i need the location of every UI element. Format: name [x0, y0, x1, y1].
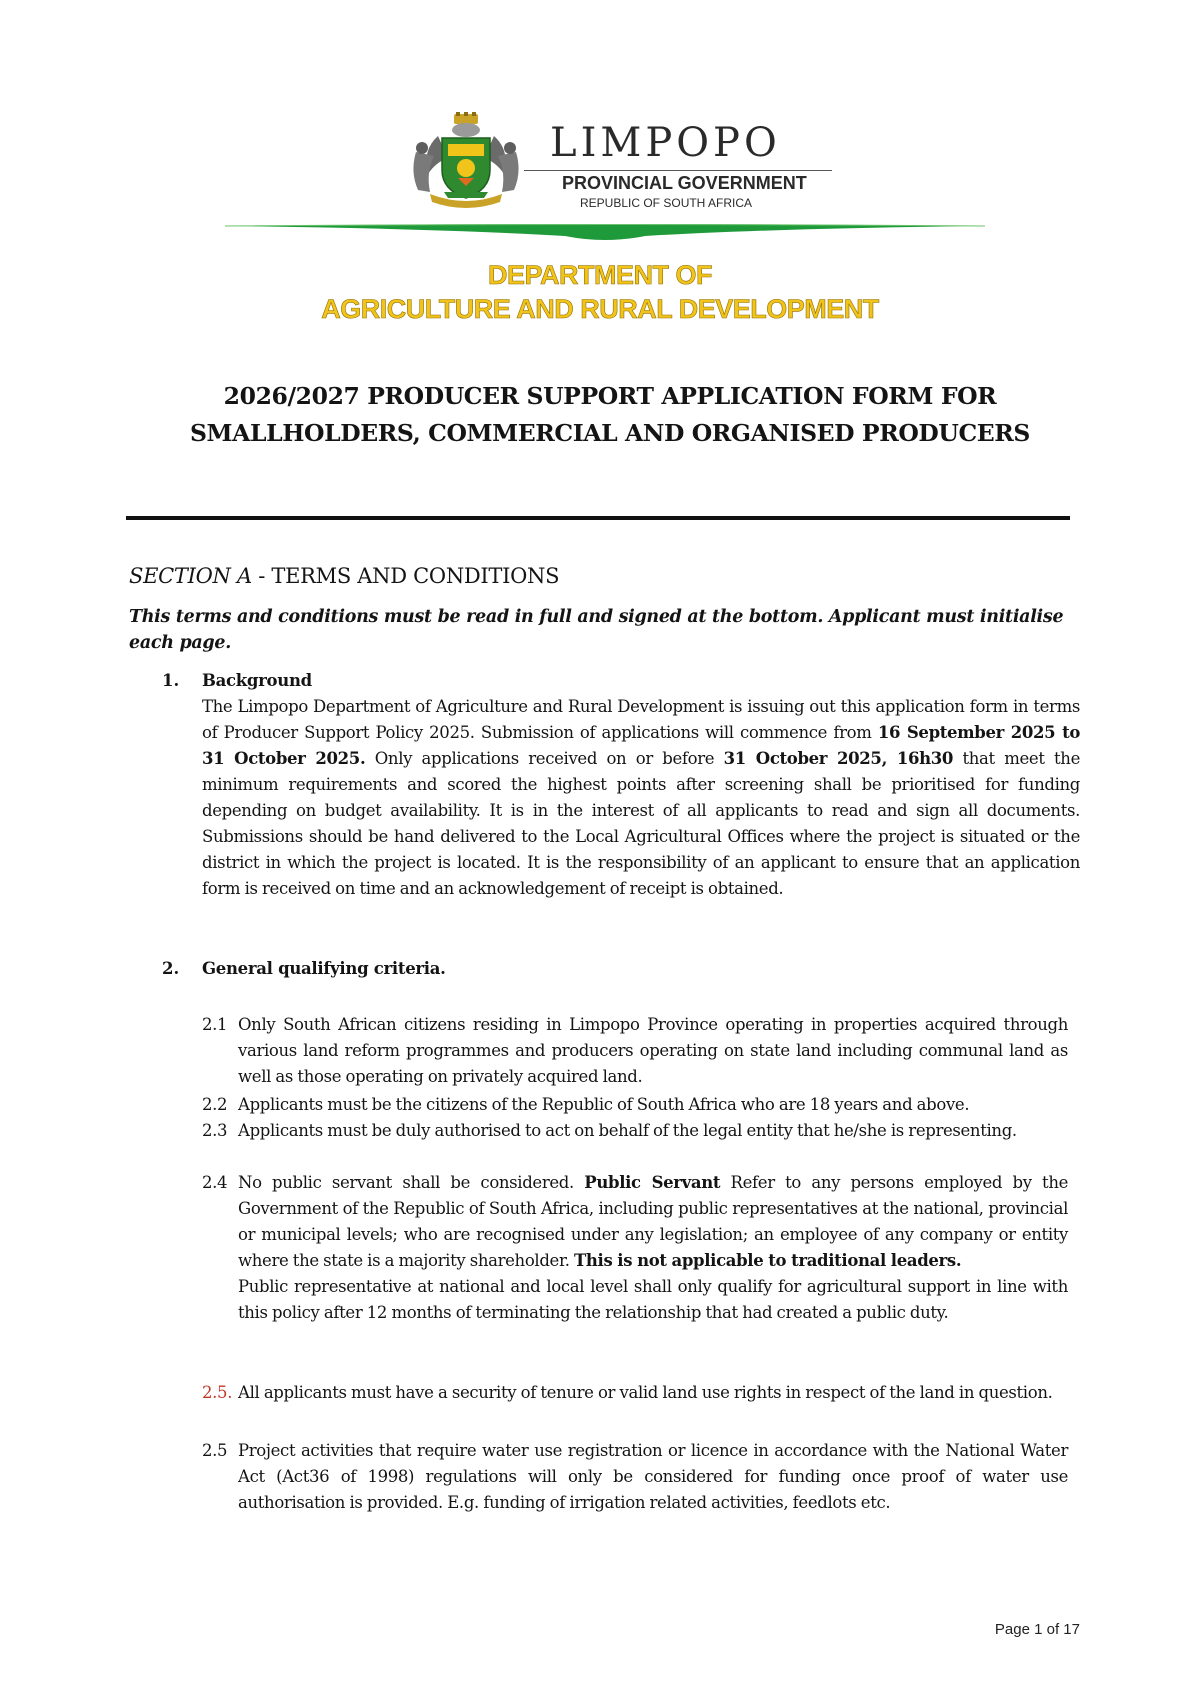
background-text-3: that meet the minimum requirements and scored the highest points after screening shall be prioritised for funding depending on budget availability. It is in the interest of all applicants to read and sign all documents. Submissions should be hand delivered to the Local Agricultural Offices where the project is situated or the district in which the project is located. It is the responsibility of an applicant to ensure that an application form is received on time and an acknowledgement of receipt is obtained.	[202, 749, 1080, 898]
department-line-1: DEPARTMENT OF	[488, 260, 712, 290]
section-a-instruction: This terms and conditions must be read in full and signed at the bottom. Applicant must initialise each page.	[129, 607, 1064, 653]
public-servant-text-2: Refer to any persons employed by the Government of the Republic of South Africa, including public representatives at the national, provincial or municipal levels; who are recognised under any legislation; an employee of any company or entity where the state is a majority shareholder.	[238, 1173, 1069, 1270]
criterion-2-1-text: Only South African citizens residing in Limpopo Province operating in properties acquired through various land reform programmes and producers operating on state land including communal land as well as those operating on privately acquired land.	[238, 1015, 1068, 1086]
criterion-2-3-text: Applicants must be duly authorised to act on behalf of the legal entity that he/she is representing.	[238, 1121, 1017, 1140]
criterion-2-5-water-use	[202, 1438, 1068, 1516]
criterion-2-1	[202, 1012, 1068, 1090]
green-swoosh-divider	[225, 222, 985, 246]
wordmark-provincial-government: PROVINCIAL GOVERNMENT	[562, 173, 807, 193]
section-a-title: - TERMS AND CONDITIONS	[251, 564, 560, 588]
background-dates-bold: 16 September 2025 to 31 October 2025.	[202, 723, 1080, 768]
item-2-heading: General qualifying criteria.	[202, 959, 446, 978]
criterion-2-4-public-representative-text: Public representative at national and local level shall only qualify for agricultural support in line with this policy after 12 months of terminating the relationship that had created a public duty.	[238, 1277, 1068, 1322]
criterion-2-4	[202, 1170, 1068, 1326]
letterhead	[0, 0, 1200, 250]
section-a-heading	[129, 562, 559, 590]
criterion-2-4-text	[238, 1170, 1068, 1274]
criterion-2-5-water-use-text: Project activities that require water use registration or licence in accordance with the National Water Act (Act36 of 1998) regulations will only be considered for funding once proof of water use authorisation is provided. E.g. funding of irrigation related activities, feedlots etc.	[238, 1441, 1068, 1512]
background-text-1: The Limpopo Department of Agriculture and Rural Development is issuing out this application form in terms of Producer Support Policy 2025. Submission of applications will commence from	[202, 697, 1080, 742]
criterion-2-5-tenure	[202, 1380, 1068, 1406]
item-1-heading: Background	[202, 671, 312, 690]
wordmark-republic: REPUBLIC OF SOUTH AFRICA	[580, 196, 753, 210]
background-deadline-bold: 31 October 2025, 16h30	[723, 749, 954, 768]
criterion-2-2	[202, 1092, 1068, 1118]
criterion-2-1-number: 2.1	[202, 1015, 228, 1034]
wordmark-divider	[524, 170, 832, 171]
criterion-2-5-tenure-text: All applicants must have a security of tenure or valid land use rights in respect of the land in question.	[238, 1383, 1053, 1402]
page-number: Page 1 of 17	[994, 1621, 1080, 1638]
public-servant-term-bold: Public Servant	[584, 1173, 721, 1192]
criterion-2-4-number: 2.4	[202, 1173, 228, 1192]
item-1-number: 1.	[162, 671, 180, 690]
department-heading	[0, 258, 1200, 326]
criterion-2-2-text: Applicants must be the citizens of the Republic of South Africa who are 18 years and above.	[238, 1095, 970, 1114]
criterion-2-2-number: 2.2	[202, 1095, 228, 1114]
background-text-2: Only applications received on or before	[365, 749, 724, 768]
criterion-2-5-tenure-number: 2.5.	[202, 1383, 233, 1402]
traditional-leaders-note-bold: This is not applicable to traditional leaders.	[573, 1251, 962, 1270]
criterion-2-5-water-use-number: 2.5	[202, 1441, 228, 1460]
public-servant-text-1: No public servant shall be considered.	[238, 1173, 585, 1192]
criterion-2-3	[202, 1118, 1068, 1144]
department-line-2: AGRICULTURE AND RURAL DEVELOPMENT	[321, 294, 879, 324]
item-1-background-paragraph	[202, 694, 1080, 902]
wordmark-limpopo: LIMPOPO	[550, 120, 781, 166]
criterion-2-3-number: 2.3	[202, 1121, 228, 1140]
title-underline-rule	[126, 516, 1070, 520]
section-a-label: SECTION A	[129, 564, 252, 588]
form-title: 2026/2027 PRODUCER SUPPORT APPLICATION FORM FOR SMALLHOLDERS, COMMERCIAL AND ORGANISED PRODUCERS	[189, 382, 1030, 447]
item-2-number: 2.	[162, 959, 180, 978]
government-wordmark	[520, 120, 840, 220]
coat-of-arms-crest-icon	[408, 112, 524, 212]
